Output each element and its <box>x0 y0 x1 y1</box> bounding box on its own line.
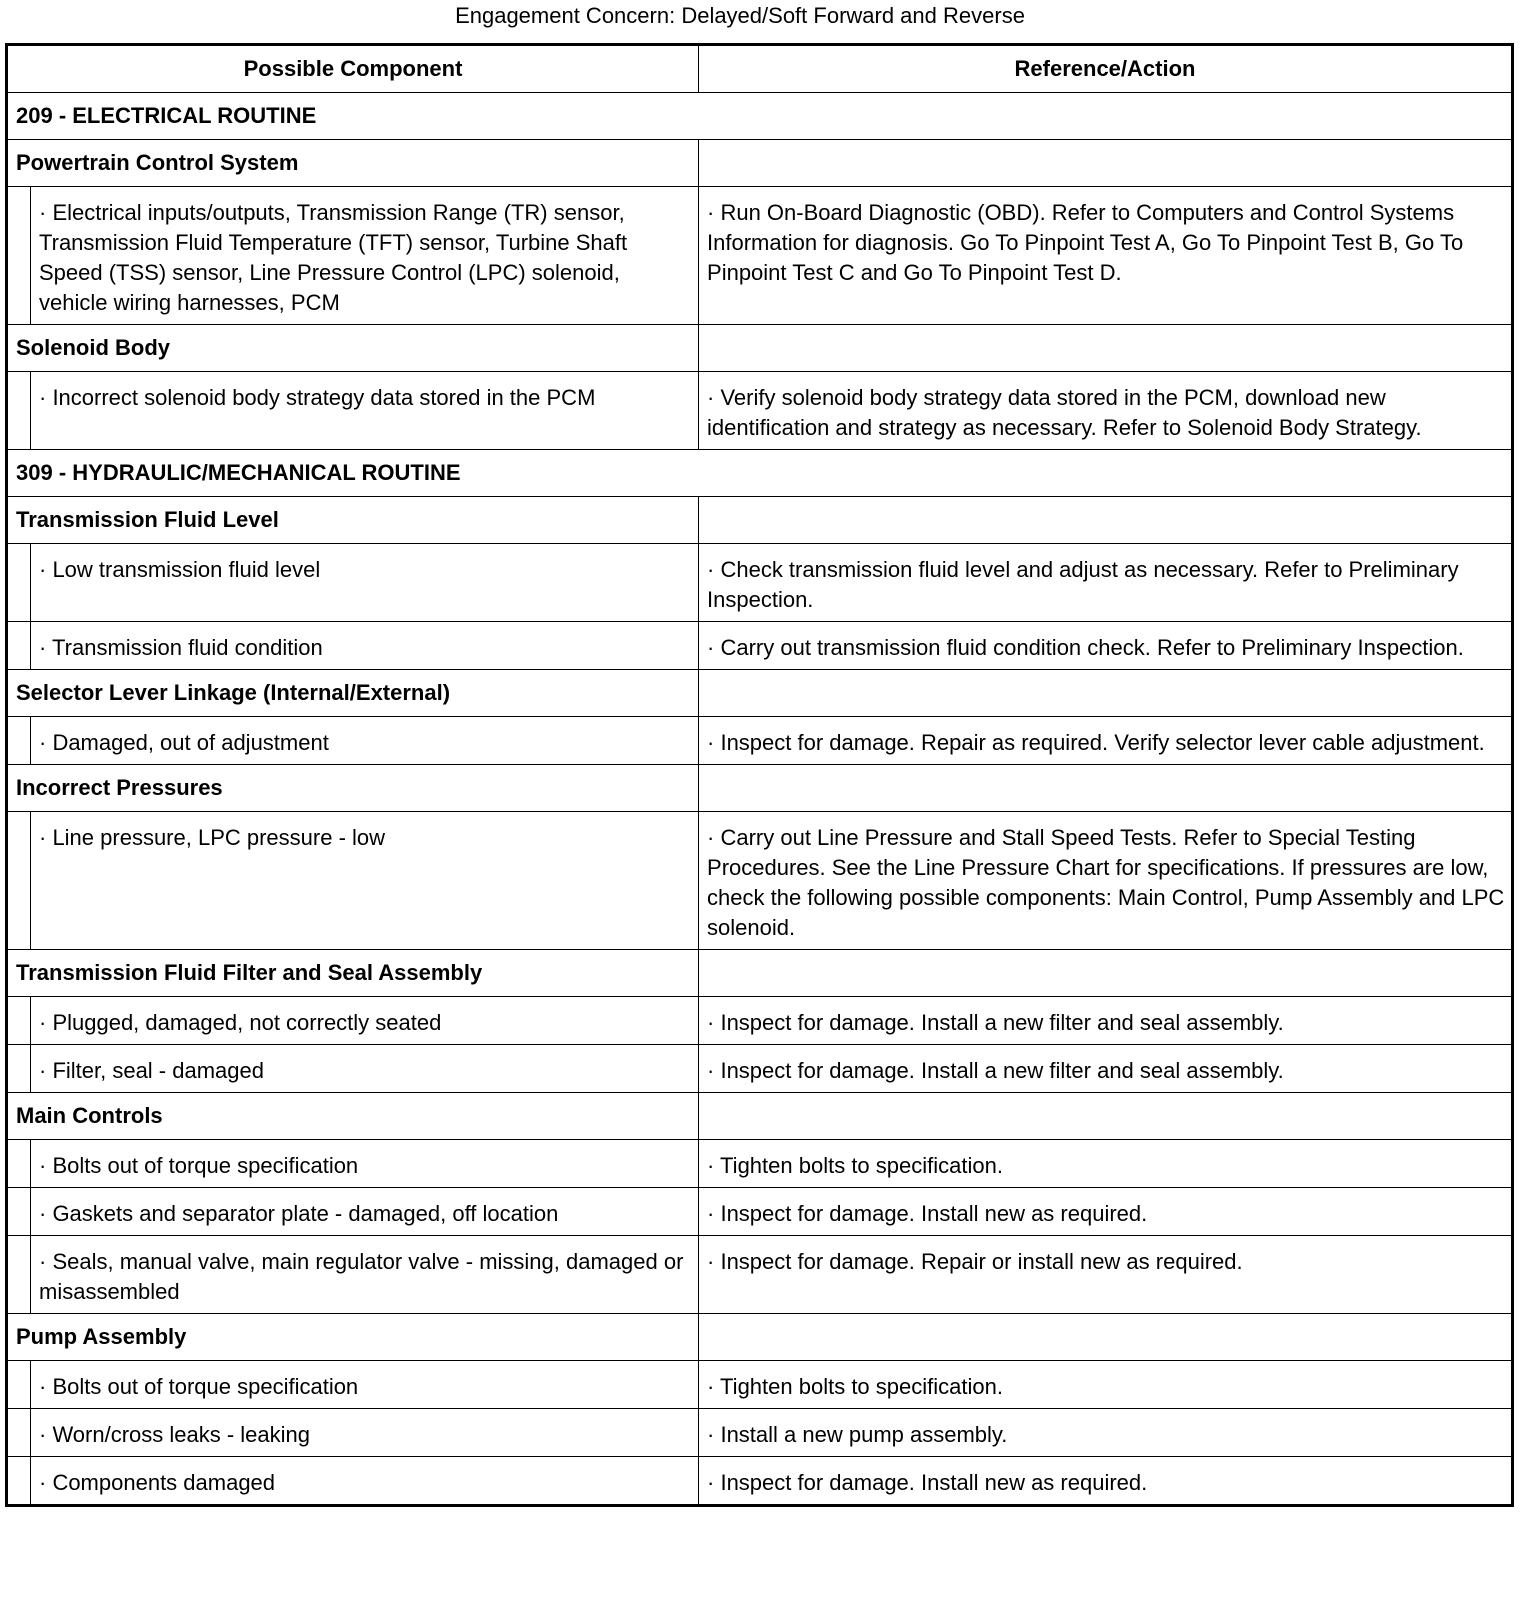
table-row <box>7 1457 1513 1506</box>
header-row <box>7 45 1513 93</box>
indent-cell <box>7 812 31 950</box>
component-group-row <box>7 497 1513 544</box>
possible-component-cell: · Low transmission fluid level <box>31 544 699 622</box>
possible-component-cell: · Electrical inputs/outputs, Transmission Range (TR) sensor, Transmission Fluid Temperature (TFT) sensor, Turbine Shaft Speed (TSS) sensor, Line Pressure Control (LPC) solenoid, vehicle wiring harnesses, PCM <box>31 187 699 325</box>
possible-component-cell: · Filter, seal - damaged <box>31 1045 699 1093</box>
reference-action-cell: · Inspect for damage. Install a new filter and seal assembly. <box>699 1045 1513 1093</box>
indent-cell <box>7 1140 31 1188</box>
reference-action-cell: · Inspect for damage. Install new as required. <box>699 1188 1513 1236</box>
table-row <box>7 1140 1513 1188</box>
reference-action-cell: · Inspect for damage. Repair as required. Verify selector lever cable adjustment. <box>699 717 1513 765</box>
possible-component-cell: · Gaskets and separator plate - damaged, off location <box>31 1188 699 1236</box>
indent-cell <box>7 1236 31 1314</box>
indent-cell <box>7 717 31 765</box>
table-row <box>7 187 1513 325</box>
table-row <box>7 717 1513 765</box>
component-group-name: Solenoid Body <box>7 325 699 372</box>
possible-component-cell: · Seals, manual valve, main regulator valve - missing, damaged or misassembled <box>31 1236 699 1314</box>
indent-cell <box>7 1457 31 1506</box>
indent-cell <box>7 187 31 325</box>
component-group-name: Transmission Fluid Filter and Seal Assembly <box>7 950 699 997</box>
reference-action-cell: · Run On-Board Diagnostic (OBD). Refer to Computers and Control Systems Information for diagnosis. Go To Pinpoint Test A, Go To Pinpoint Test B, Go To Pinpoint Test C and Go To Pinpoint Test D. <box>699 187 1513 325</box>
indent-cell <box>7 372 31 450</box>
empty-action-cell <box>699 140 1513 187</box>
reference-action-cell: · Inspect for damage. Install a new filter and seal assembly. <box>699 997 1513 1045</box>
empty-action-cell <box>699 497 1513 544</box>
possible-component-cell: · Plugged, damaged, not correctly seated <box>31 997 699 1045</box>
table-row <box>7 622 1513 670</box>
table-row <box>7 1045 1513 1093</box>
empty-action-cell <box>699 1093 1513 1140</box>
component-group-row <box>7 325 1513 372</box>
column-header-component: Possible Component <box>7 45 699 93</box>
component-group-row <box>7 1314 1513 1361</box>
reference-action-cell: · Tighten bolts to specification. <box>699 1140 1513 1188</box>
indent-cell <box>7 1045 31 1093</box>
empty-action-cell <box>699 325 1513 372</box>
empty-action-cell <box>699 950 1513 997</box>
routine-title: 309 - HYDRAULIC/MECHANICAL ROUTINE <box>7 450 1513 497</box>
component-group-row <box>7 1093 1513 1140</box>
table-row <box>7 1409 1513 1457</box>
reference-action-cell: · Verify solenoid body strategy data stored in the PCM, download new identification and strategy as necessary. Refer to Solenoid Body Strategy. <box>699 372 1513 450</box>
table-row <box>7 1188 1513 1236</box>
component-group-name: Pump Assembly <box>7 1314 699 1361</box>
possible-component-cell: · Incorrect solenoid body strategy data stored in the PCM <box>31 372 699 450</box>
reference-action-cell: · Install a new pump assembly. <box>699 1409 1513 1457</box>
possible-component-cell: · Worn/cross leaks - leaking <box>31 1409 699 1457</box>
indent-cell <box>7 1409 31 1457</box>
reference-action-cell: · Carry out transmission fluid condition check. Refer to Preliminary Inspection. <box>699 622 1513 670</box>
empty-action-cell <box>699 670 1513 717</box>
component-group-name: Selector Lever Linkage (Internal/External) <box>7 670 699 717</box>
column-header-action: Reference/Action <box>699 45 1513 93</box>
table-row <box>7 1236 1513 1314</box>
possible-component-cell: · Line pressure, LPC pressure - low <box>31 812 699 950</box>
diagnosis-table <box>5 43 1514 1507</box>
possible-component-cell: · Damaged, out of adjustment <box>31 717 699 765</box>
reference-action-cell: · Carry out Line Pressure and Stall Speed Tests. Refer to Special Testing Procedures. See the Line Pressure Chart for specifications. If pressures are low, check the following possible components: Main Control, Pump Assembly and LPC solenoid. <box>699 812 1513 950</box>
component-group-name: Main Controls <box>7 1093 699 1140</box>
possible-component-cell: · Components damaged <box>31 1457 699 1506</box>
routine-row <box>7 450 1513 497</box>
component-group-row <box>7 670 1513 717</box>
component-group-name: Transmission Fluid Level <box>7 497 699 544</box>
possible-component-cell: · Bolts out of torque specification <box>31 1361 699 1409</box>
routine-row <box>7 93 1513 140</box>
table-row <box>7 544 1513 622</box>
indent-cell <box>7 1188 31 1236</box>
component-group-name: Powertrain Control System <box>7 140 699 187</box>
table-row <box>7 812 1513 950</box>
reference-action-cell: · Tighten bolts to specification. <box>699 1361 1513 1409</box>
indent-cell <box>7 1361 31 1409</box>
empty-action-cell <box>699 1314 1513 1361</box>
indent-cell <box>7 544 31 622</box>
table-body <box>7 93 1513 1506</box>
indent-cell <box>7 997 31 1045</box>
component-group-row <box>7 140 1513 187</box>
empty-action-cell <box>699 765 1513 812</box>
document-title: Engagement Concern: Delayed/Soft Forward and Reverse <box>455 3 1025 28</box>
routine-title: 209 - ELECTRICAL ROUTINE <box>7 93 1513 140</box>
possible-component-cell: · Transmission fluid condition <box>31 622 699 670</box>
reference-action-cell: · Check transmission fluid level and adjust as necessary. Refer to Preliminary Inspection. <box>699 544 1513 622</box>
component-group-row <box>7 950 1513 997</box>
reference-action-cell: · Inspect for damage. Install new as required. <box>699 1457 1513 1506</box>
table-row <box>7 997 1513 1045</box>
component-group-name: Incorrect Pressures <box>7 765 699 812</box>
component-group-row <box>7 765 1513 812</box>
indent-cell <box>7 622 31 670</box>
table-row <box>7 372 1513 450</box>
table-row <box>7 1361 1513 1409</box>
reference-action-cell: · Inspect for damage. Repair or install new as required. <box>699 1236 1513 1314</box>
possible-component-cell: · Bolts out of torque specification <box>31 1140 699 1188</box>
